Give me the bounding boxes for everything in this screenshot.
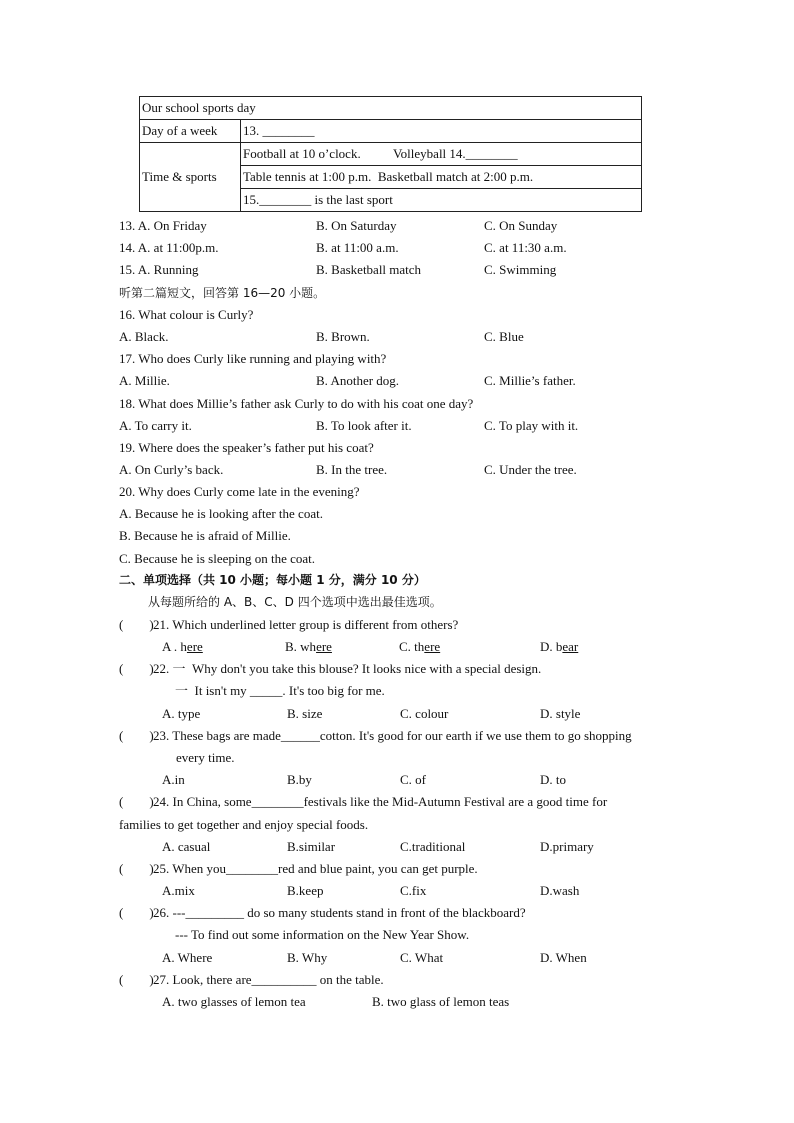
time-sports-label: Time & sports	[140, 143, 241, 212]
q24-answer-bracket: ( )	[119, 794, 154, 809]
q23-line2: every time.	[176, 750, 235, 765]
q24-option-c: C.traditional	[400, 839, 466, 854]
q25-stem: 25. When you________red and blue paint, you can get purple.	[153, 861, 478, 876]
q19-option-c: C. Under the tree.	[484, 462, 577, 477]
sports-day-table	[139, 96, 642, 212]
q25-option-d: D.wash	[540, 883, 580, 898]
q21-option-c: C. there	[399, 639, 441, 654]
q24-option-b: B.similar	[287, 839, 336, 854]
q23-stem: 23. These bags are made______cotton. It's good for our earth if we use them to go shopping	[153, 728, 632, 743]
q25-option-c: C.fix	[400, 883, 427, 898]
q26-option-a: A. Where	[162, 950, 213, 965]
q16-stem: 16. What colour is Curly?	[119, 307, 254, 322]
q18-option-c: C. To play with it.	[484, 418, 579, 433]
q22-option-b: B. size	[287, 706, 323, 721]
q18-stem: 18. What does Millie’s father ask Curly to do with his coat one day?	[119, 396, 474, 411]
day-label: Day of a week	[140, 120, 241, 143]
q24-option-d: D.primary	[540, 839, 594, 854]
q26-answer-bracket: ( )	[119, 905, 154, 920]
q19-stem: 19. Where does the speaker’s father put his coat?	[119, 440, 374, 455]
q23-answer-bracket: ( )	[119, 728, 154, 743]
q22-option-c: C. colour	[400, 706, 449, 721]
day-value: 13. ________	[241, 120, 642, 143]
q14-option-c: C. at 11:30 a.m.	[484, 240, 567, 255]
q25-answer-bracket: ( )	[119, 861, 154, 876]
q14-option-a: 14. A. at 11:00p.m.	[119, 240, 219, 255]
table-row-3: 15.________ is the last sport	[241, 189, 642, 212]
q26-option-d: D. When	[540, 950, 587, 965]
q26-option-b: B. Why	[287, 950, 328, 965]
q22-answer-bracket: ( )	[119, 661, 154, 676]
q13-option-a: 13. A. On Friday	[119, 218, 207, 233]
q22-option-d: D. style	[540, 706, 581, 721]
q16-option-a: A. Black.	[119, 329, 169, 344]
q22-option-a: A. type	[162, 706, 201, 721]
q20-option-a: A. Because he is looking after the coat.	[119, 506, 323, 521]
q24-line2: families to get together and enjoy special foods.	[119, 817, 369, 832]
q17-option-b: B. Another dog.	[316, 373, 400, 388]
q22-stem: 22. 一 Why don't you take this blouse? It looks nice with a special design.	[153, 661, 542, 676]
q16-option-b: B. Brown.	[316, 329, 370, 344]
q19-option-b: B. In the tree.	[316, 462, 388, 477]
q21-option-d: D. bear	[540, 639, 579, 654]
table-title: Our school sports day	[140, 97, 642, 120]
section2-heading: 二、单项选择（共 10 小题；每小题 1 分，满分 10 分）	[119, 573, 426, 587]
q27-stem: 27. Look, there are__________ on the table.	[153, 972, 384, 987]
q21-answer-bracket: ( )	[119, 617, 154, 632]
q15-option-b: B. Basketball match	[316, 262, 422, 277]
q27-answer-bracket: ( )	[119, 972, 154, 987]
q13-option-b: B. On Saturday	[316, 218, 397, 233]
q15-option-c: C. Swimming	[484, 262, 557, 277]
q16-option-c: C. Blue	[484, 329, 524, 344]
q20-option-b: B. Because he is afraid of Millie.	[119, 528, 291, 543]
q20-stem: 20. Why does Curly come late in the evening?	[119, 484, 360, 499]
q17-option-a: A. Millie.	[119, 373, 170, 388]
q17-stem: 17. Who does Curly like running and playing with?	[119, 351, 387, 366]
q20-option-c: C. Because he is sleeping on the coat.	[119, 551, 316, 566]
q23-option-d: D. to	[540, 772, 566, 787]
q18-option-a: A. To carry it.	[119, 418, 192, 433]
q19-option-a: A. On Curly’s back.	[119, 462, 224, 477]
section2-instruction: 从每题所给的 A、B、C、D 四个选项中选出最佳选项。	[148, 595, 442, 609]
q25-option-b: B.keep	[287, 883, 324, 898]
q25-option-a: A.mix	[162, 883, 195, 898]
q23-option-c: C. of	[400, 772, 426, 787]
q26-option-c: C. What	[400, 950, 444, 965]
table-row-1: Football at 10 o’clock. Volleyball 14.________	[241, 143, 642, 166]
q27-option-b: B. two glass of lemon teas	[372, 994, 510, 1009]
q23-option-b: B.by	[287, 772, 312, 787]
q13-option-c: C. On Sunday	[484, 218, 558, 233]
q27-option-a: A. two glasses of lemon tea	[162, 994, 306, 1009]
q24-stem: 24. In China, some________festivals like the Mid-Autumn Festival are a good time for	[153, 794, 608, 809]
q23-option-a: A.in	[162, 772, 185, 787]
listening-instruction: 听第二篇短文，回答第 16—20 小题。	[119, 286, 326, 300]
q17-option-c: C. Millie’s father.	[484, 373, 576, 388]
q22-line2: 一 It isn't my _____. It's too big for me.	[175, 683, 385, 698]
q21-option-a: A . here	[162, 639, 203, 654]
q14-option-b: B. at 11:00 a.m.	[316, 240, 399, 255]
q24-option-a: A. casual	[162, 839, 211, 854]
q26-line2: --- To find out some information on the New Year Show.	[175, 927, 470, 942]
q26-stem: 26. ---_________ do so many students stand in front of the blackboard?	[153, 905, 526, 920]
table-row-2: Table tennis at 1:00 p.m. Basketball match at 2:00 p.m.	[241, 166, 642, 189]
q21-option-b: B. where	[285, 639, 332, 654]
q21-stem: 21. Which underlined letter group is different from others?	[153, 617, 459, 632]
q15-option-a: 15. A. Running	[119, 262, 199, 277]
q18-option-b: B. To look after it.	[316, 418, 412, 433]
